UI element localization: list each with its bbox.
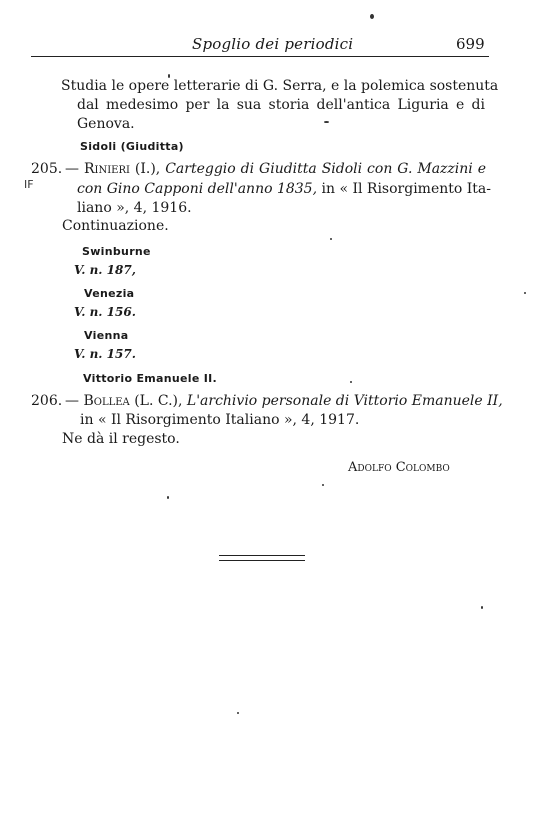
venezia-reference: V. n. 156. [74,305,136,319]
entry-205-note: Continuazione. [62,218,169,234]
margin-annotation: IF [24,178,34,191]
scan-speck [524,292,526,294]
entry-205-line-1 [65,161,486,177]
entry-205-initials: (I.), [134,161,161,177]
scan-speck [350,381,352,383]
entry-205-title-1: Carteggio di Giuditta Sidoli con G. Mazzini e [165,161,487,177]
scan-speck [237,712,239,714]
intro-line-2: dal medesimo per la sua storia dell'antica Liguria e di [77,97,485,113]
author-signature: Adolfo Colombo [348,460,450,475]
section-heading-swinburne: Swinburne [82,245,151,258]
entry-205-author: Rinieri [83,161,130,177]
scan-speck [481,606,483,609]
entry-206-initials: (L. C.), [134,393,183,409]
entry-206-title: L'archivio personale di Vittorio Emanuele II, [186,393,503,409]
entry-205-number: 205. [31,161,63,177]
end-rule-top [219,555,305,556]
entry-206-line-1 [65,393,503,409]
scan-speck [167,496,169,499]
header-rule [31,56,489,57]
scan-speck [324,121,329,123]
entry-205-title-2: con Gino Capponi dell'anno 1835, [77,181,318,197]
page-number: 699 [456,35,485,53]
entry-206-author: Bollea [83,393,130,409]
entry-205-line-2 [77,181,491,197]
swinburne-reference: V. n. 187, [74,263,136,277]
entry-206-note: Ne dà il regesto. [62,431,180,447]
vienna-reference: V. n. 157. [74,347,136,361]
entry-205-line-3: liano », 4, 1916. [77,200,192,216]
section-heading-venezia: Venezia [84,287,135,300]
intro-line-1: Studia le opere letterarie di G. Serra, e la polemica sostenuta [61,78,499,94]
scan-speck [370,14,374,19]
entry-205-journal-1: in « Il Risorgimento Ita- [321,181,491,197]
section-heading-vittorio: Vittorio Emanuele II. [83,372,217,385]
entry-206-line-2: in « Il Risorgimento Italiano », 4, 1917. [80,412,360,428]
intro-line-3: Genova. [77,116,135,132]
entry-205-dash: — [65,161,79,177]
end-rule-bottom [219,560,305,561]
scan-speck [168,74,170,78]
section-heading-sidoli: Sidoli (Giuditta) [80,140,184,153]
scan-speck [322,484,324,486]
scan-speck [330,238,332,240]
entry-206-number: 206. [31,393,63,409]
running-title: Spoglio dei periodici [192,35,354,53]
entry-206-dash: — [65,393,79,409]
section-heading-vienna: Vienna [84,329,129,342]
